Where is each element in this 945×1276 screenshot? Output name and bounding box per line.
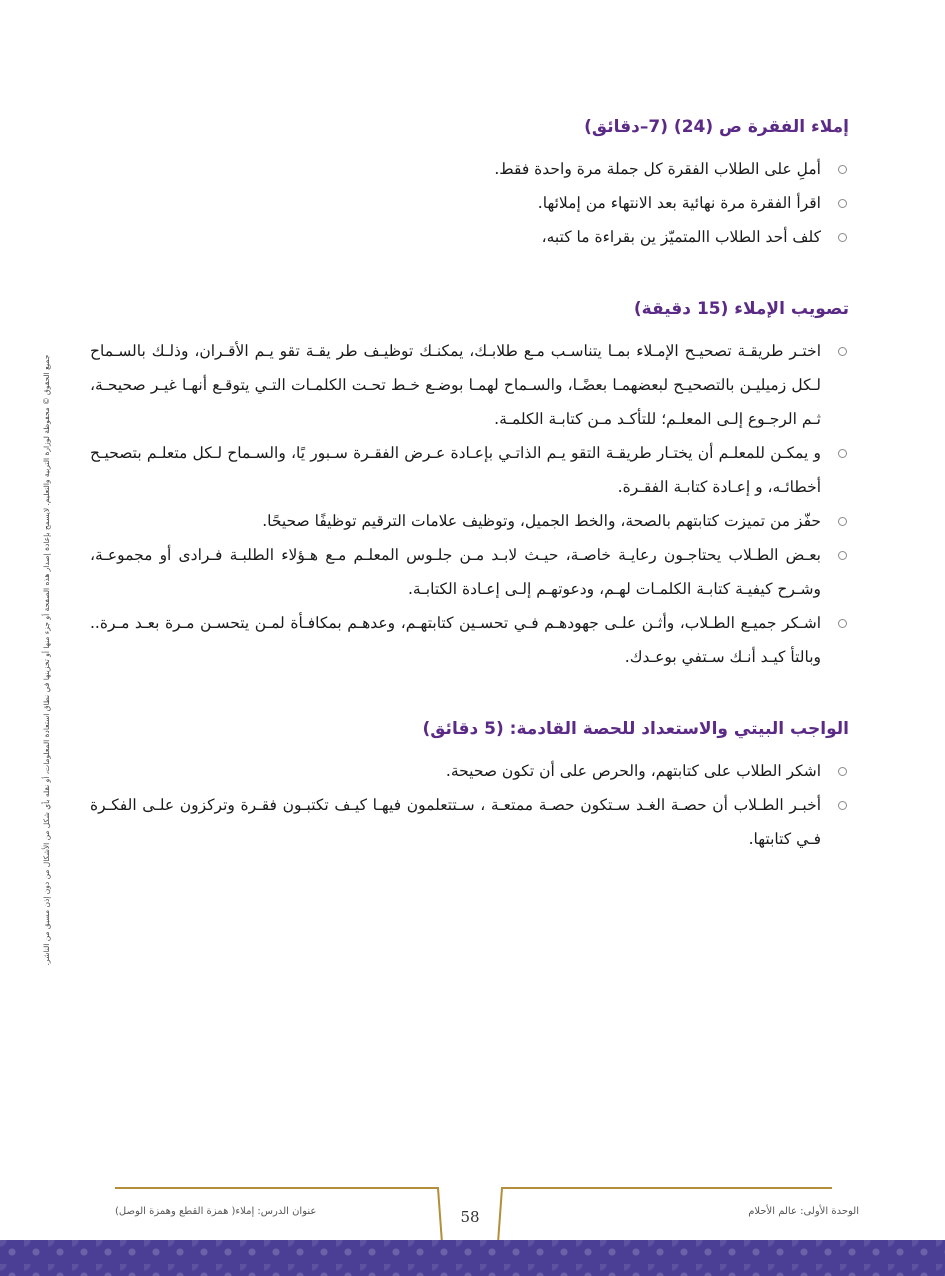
- footer-divider-right: [510, 1187, 832, 1189]
- list-item: [90, 504, 849, 538]
- list-item-text: أملِ على الطلاب الفقرة كل جملة مرة واحدة فقط.: [494, 160, 821, 178]
- list-item-text: حفّز من تميزت كتابتهم بالصحة، والخط الجميل، وتوظيف علامات الترقيم توظيفًا صحيحًا.: [262, 512, 821, 530]
- list-item: [90, 754, 849, 788]
- bullet-list: [90, 754, 849, 856]
- decorative-bottom-band: [0, 1240, 945, 1276]
- bullet-icon: [838, 347, 847, 356]
- section-heading: تصويب الإملاء (15 دقيقة): [633, 299, 849, 319]
- list-item: [90, 436, 849, 504]
- footer-lesson-title: عنوان الدرس: إملاء( همزة القطع وهمزة الوصل): [115, 1206, 317, 1217]
- list-item: [90, 606, 849, 674]
- section-homework: [90, 714, 849, 856]
- copyright-side-note: جميع الحقوق © محفوظة لوزارة التربية والتعليم. لايسمح بإعادة إصدار هذه الصفحة أو جزء منها أو تخزينها في نطاق استعادة المعلومات، أو نقله بأي شكل من الأشكال من دون إذن مسبق من الناشر.: [42, 354, 51, 966]
- list-item: [90, 334, 849, 436]
- bullet-icon: [838, 801, 847, 810]
- list-item: [90, 152, 849, 186]
- bullet-icon: [838, 165, 847, 174]
- list-item-text: اشكر الطلاب على كتابتهم، والحرص على أن تكون صحيحة.: [445, 762, 821, 780]
- bullet-icon: [838, 233, 847, 242]
- bullet-icon: [838, 767, 847, 776]
- page-number: 58: [460, 1208, 480, 1226]
- list-item-text: و يمكـن للمعلـم أن يختـار طريقـة التقو يـم الذاتـي بإعـادة عـرض الفقـرة سـبور يًا، والسـماح لـكل متعلـم بتصحيـح أخطائـه، و إعـادة كتابـة الفقـرة.: [90, 444, 821, 496]
- section-dictation: [90, 112, 849, 254]
- section-correction: [90, 294, 849, 674]
- section-heading: الواجب البيتي والاستعداد للحصة القادمة: (5 دقائق): [422, 719, 849, 739]
- list-item: [90, 220, 849, 254]
- bullet-icon: [838, 199, 847, 208]
- footer-unit-title: الوحدة الأولى: عالم الأحلام: [748, 1206, 859, 1217]
- list-item-text: اقرأ الفقرة مرة نهائية بعد الانتهاء من إملائها.: [537, 194, 821, 212]
- list-item-text: اشـكر جميـع الطـلاب، وأثـن علـى جهودهـم فـي تحسـين كتابتهـم، وعدهـم بمكافـأة لمـن يتحسـن مـرة بعـد مـرة.. وبالتأ كيـد أنـك سـتفي بوعـدك.: [90, 614, 821, 666]
- section-heading: إملاء الفقرة ص (24) (7–دقائق): [584, 117, 849, 137]
- list-item-text: بعـض الطـلاب يحتاجـون رعايـة خاصـة، حيـث لابـد مـن جلـوس المعلـم مـع هـؤلاء الطلبـة فـرادى أو مجموعـة، وشـرح كيفيـة كتابـة الكلمـات لهـم، ودعوتهـم إلـى إعـادة الكتابـة.: [90, 546, 821, 598]
- list-item: [90, 538, 849, 606]
- bullet-icon: [838, 517, 847, 526]
- content-area: [90, 112, 849, 896]
- list-item-text: كلف أحد الطلاب االمتميّز ين بقراءة ما كتبه،: [541, 228, 821, 246]
- list-item-text: اختـر طريقـة تصحيـح الإمـلاء بمـا يتناسـب مـع طلابـك، يمكنـك توظيـف طر يقـة تقو يـم الأقـران، وذلـك بالسـماح لـكل زميليـن بالتصحيـح لبعضهمـا بعضًـا، والسـماح لهمـا بوضـع خـط تحـت الكلمـات التـي يتوقـع أنهـا غيـر صحيحـة، ثـم الرجـوع إلـى المعلـم؛ للتأكـد مـن كتابـة الكلمـة.: [90, 342, 821, 428]
- bullet-list: [90, 334, 849, 674]
- footer-divider-left: [115, 1187, 430, 1189]
- bullet-icon: [838, 619, 847, 628]
- list-item-text: أخبـر الطـلاب أن حصـة الغـد سـتكون حصـة ممتعـة ، سـتتعلمون فيهـا كيـف تكتبـون فقـرة وتركزون علـى الفكـرة فـي كتابتها.: [90, 796, 821, 848]
- list-item: [90, 788, 849, 856]
- list-item: [90, 186, 849, 220]
- bullet-list: [90, 152, 849, 254]
- bullet-icon: [838, 551, 847, 560]
- bullet-icon: [838, 449, 847, 458]
